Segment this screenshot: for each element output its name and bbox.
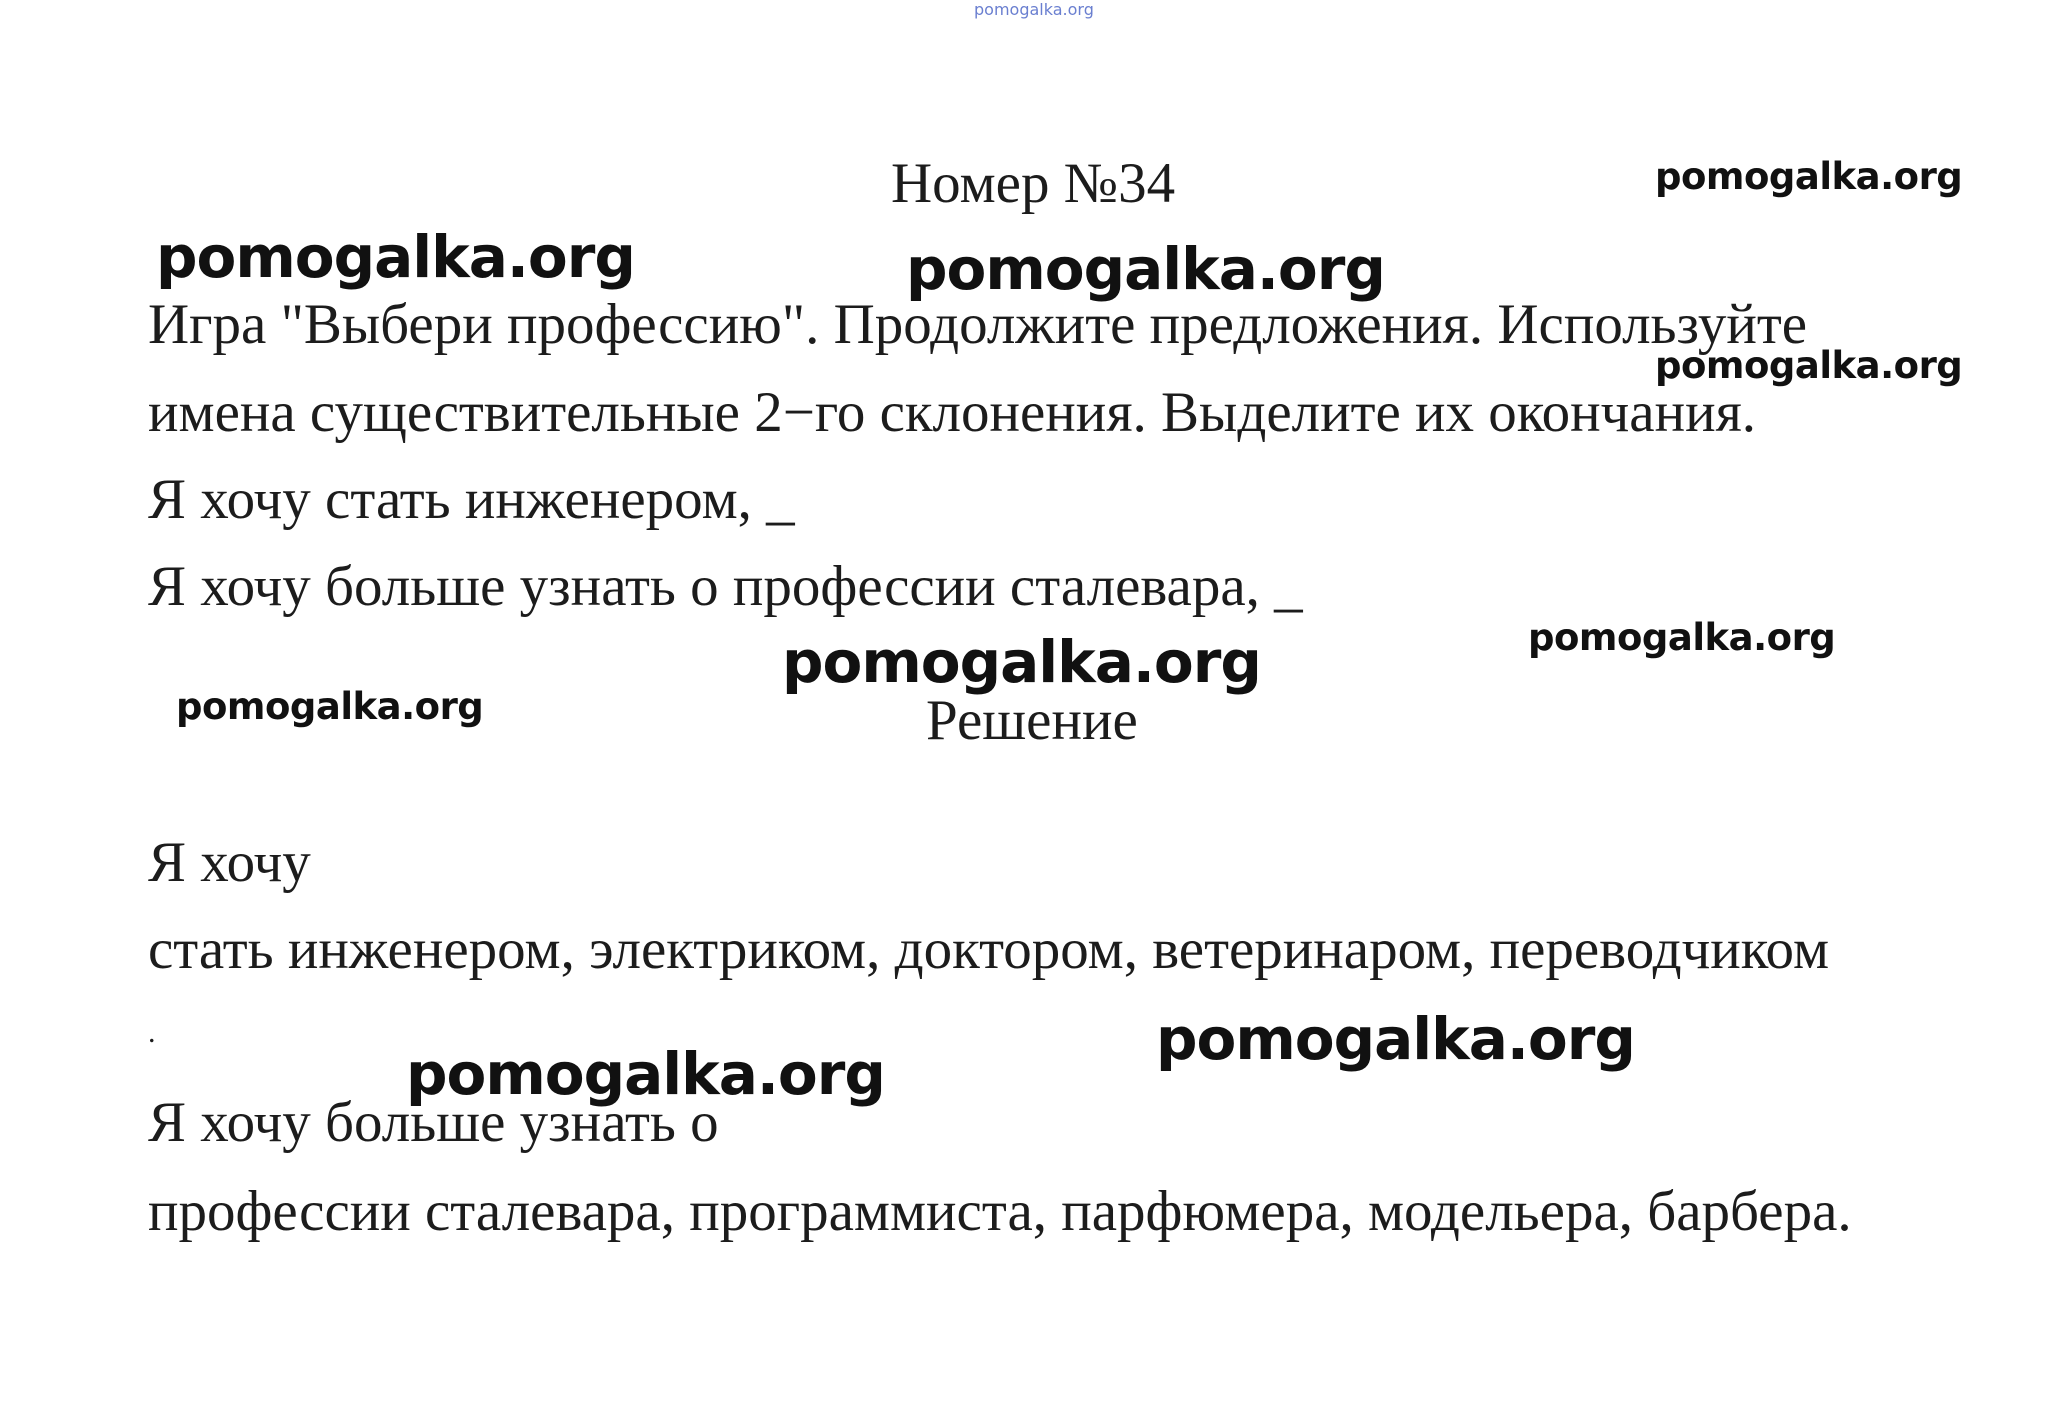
task-title: Номер №34 bbox=[891, 152, 1176, 215]
task-line: имена существительные 2−го склонения. Выделите их окончания. bbox=[148, 381, 1757, 444]
task-line: Я хочу больше узнать о профессии сталевара, _ bbox=[148, 555, 1303, 618]
watermark: pomogalka.org bbox=[1528, 616, 1836, 659]
watermark: pomogalka.org bbox=[176, 685, 484, 728]
solution-line: . bbox=[148, 1016, 156, 1049]
solution-line: Я хочу больше узнать о bbox=[148, 1091, 719, 1154]
watermark: pomogalka.org bbox=[1655, 344, 1963, 387]
solution-line: Я хочу bbox=[148, 831, 311, 894]
watermark: pomogalka.org bbox=[156, 223, 635, 291]
site-link-top[interactable]: pomogalka.org bbox=[974, 0, 1094, 19]
solution-heading: Решение bbox=[926, 689, 1138, 752]
watermark: pomogalka.org bbox=[906, 235, 1385, 303]
task-line: Игра "Выбери профессию". Продолжите предложения. Используйте bbox=[148, 293, 1808, 356]
watermark: pomogalka.org bbox=[406, 1040, 885, 1108]
watermark: pomogalka.org bbox=[1156, 1005, 1635, 1073]
watermark: pomogalka.org bbox=[782, 628, 1261, 696]
watermark: pomogalka.org bbox=[1655, 155, 1963, 198]
solution-line: профессии сталевара, программиста, парфюмера, модельера, барбера. bbox=[148, 1180, 1852, 1243]
task-line: Я хочу стать инженером, _ bbox=[148, 468, 795, 531]
solution-line: стать инженером, электриком, доктором, ветеринаром, переводчиком bbox=[148, 918, 1830, 981]
